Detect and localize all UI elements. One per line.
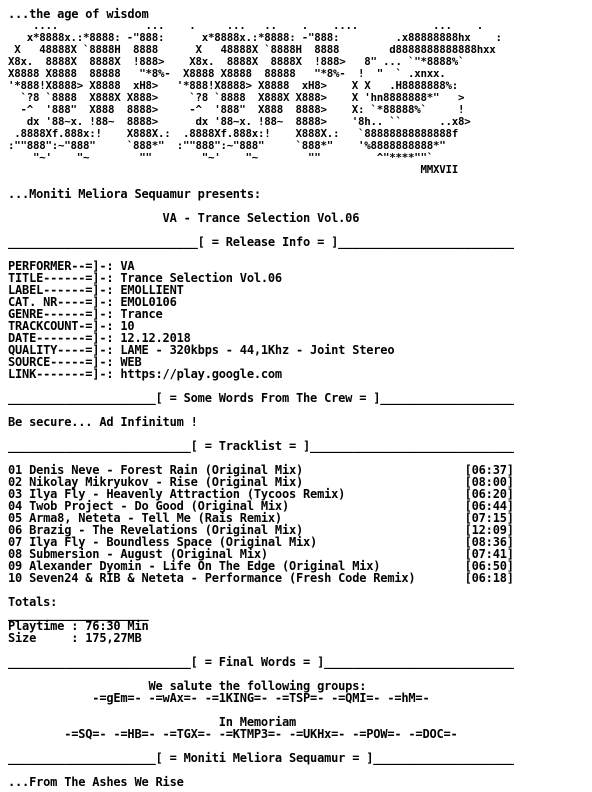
- track-row: 01 Denis Neve - Forest Rain (Original Mix) [06:37]: [8, 463, 514, 477]
- memoriam-line: -=SQ=- -=HB=- -=TGX=- -=KTMP3=- -=UKHx=- -=POW=- -=DOC=-: [8, 727, 458, 741]
- track-row: 04 Twob Project - Do Good (Original Mix) [06:44]: [8, 499, 514, 513]
- ascii-art-row: X8x. 8888X 8888X !888> X8x. 8888X 8888X !888> 8" ... `"*8888%`: [8, 55, 465, 68]
- ascii-art-row: :""888":~"888" `888*" :""888":~"888" `888*" '%8888888888*": [8, 139, 446, 152]
- totals-underline: ____________________: [8, 607, 149, 621]
- release-info-row: GENRE------=]-: Trance: [8, 307, 163, 321]
- release-info-row: QUALITY----=]-: LAME - 320kbps - 44,1Khz - Joint Stereo: [8, 343, 395, 357]
- release-info-row: DATE-------=]-: 12.12.2018: [8, 331, 191, 345]
- nfo-document: [8, 8, 514, 788]
- groups-line: -=gEm=- -=wAx=- -=1KING=- -=TSP=- -=QMI=- -=hM=-: [8, 691, 430, 705]
- track-row: 08 Submersion - August (Original Mix) [07:41]: [8, 547, 514, 561]
- ascii-art-row: .... ... . ... .. . .... ... .: [8, 19, 484, 32]
- ascii-art-row: x*8888x.:*8888: -"888: x*8888x.:*8888: -"888: .x88888888hx :: [8, 31, 502, 44]
- track-row: 07 Ilya Fly - Boundless Space (Original Mix) [08:36]: [8, 535, 514, 549]
- blank-line: [8, 584, 514, 596]
- ascii-art-row: `?8 `8888 X888X X888> `?8 `8888 X888X X888> X 'hn8888888*" >: [8, 91, 465, 104]
- ascii-art-row: '*888!X8888> X8888 xH8> '*888!X8888> X8888 xH8> X X .H8888888%:: [8, 79, 459, 92]
- presents-line: ...Moniti Meliora Sequamur presents:: [8, 187, 261, 201]
- salute-line: We salute the following groups:: [8, 679, 367, 693]
- release-info-row: TITLE------=]-: Trance Selection Vol.06: [8, 271, 282, 285]
- totals-playtime: Playtime : 76:30 Min: [8, 619, 149, 633]
- release-title: VA - Trance Selection Vol.06: [8, 211, 360, 225]
- track-row: 02 Nikolay Mikryukov - Rise (Original Mix) [08:00]: [8, 475, 514, 489]
- intro-line: ...the age of wisdom: [8, 7, 149, 21]
- track-row: 06 Brazig - The Revelations (Original Mix) [12:09]: [8, 523, 514, 537]
- track-row: 05 Arma8, Neteta - Tell Me (Rais Remix) [07:15]: [8, 511, 514, 525]
- section-header-release-info: ___________________________[ = Release Info = ]_________________________: [8, 235, 514, 249]
- ascii-art-row: MMXVII: [8, 163, 459, 176]
- track-row: 03 Ilya Fly - Heavenly Attraction (Tycoos Remix) [06:20]: [8, 487, 514, 501]
- release-info-row: PERFORMER--=]-: VA: [8, 259, 135, 273]
- ascii-art-row: X 48888X `8888H 8888 X 48888X `8888H 8888 d8888888888888hxx: [8, 43, 496, 56]
- release-info-row: SOURCE-----=]-: WEB: [8, 355, 142, 369]
- release-info-row: CAT. NR----=]-: EMOL0106: [8, 295, 177, 309]
- ascii-art-row: dx '88~x. !88~ 8888> dx '88~x. !88~ 8888> '8h.. `` ..x8>: [8, 115, 471, 128]
- ascii-art-row: "~' "~ "" "~' "~ "" ^"****""`: [8, 151, 434, 164]
- section-header-footer: _____________________[ = Moniti Meliora Sequamur = ]____________________: [8, 751, 514, 765]
- totals-size: Size : 175,27MB: [8, 631, 142, 645]
- section-header-crew-words: _____________________[ = Some Words From The Crew = ]___________________: [8, 391, 514, 405]
- release-info-row: LINK-------=]-: https://play.google.com: [8, 367, 282, 381]
- outro-line: ...From The Ashes We Rise: [8, 775, 184, 789]
- ascii-art-row: .8888Xf.888x:! X888X.: .8888Xf.888x:! X888X.: `88888888888888f: [8, 127, 459, 140]
- totals-label: Totals:: [8, 595, 58, 609]
- release-info-row: TRACKCOUNT-=]-: 10: [8, 319, 135, 333]
- crew-message: Be secure... Ad Infinitum !: [8, 415, 198, 429]
- track-row: 10 Seven24 & RIB & Neteta - Performance (Fresh Code Remix) [06:18]: [8, 571, 514, 585]
- ascii-art-row: -^ '888" X888 8888> -^ '888" X888 8888> X: `*88888%` !: [8, 103, 465, 116]
- section-header-tracklist: __________________________[ = Tracklist = ]_____________________________: [8, 439, 514, 453]
- memoriam-title: In Memoriam: [8, 715, 297, 729]
- track-row: 09 Alexander Dyomin - Life On The Edge (Original Mix) [06:50]: [8, 559, 514, 573]
- ascii-art-row: X8888 X8888 88888 "*8%- X8888 X8888 88888 "*8%- ! " ` .xnxx.: [8, 67, 446, 80]
- release-info-row: LABEL------=]-: EMOLLIENT: [8, 283, 184, 297]
- section-header-final-words: __________________________[ = Final Words = ]___________________________: [8, 655, 514, 669]
